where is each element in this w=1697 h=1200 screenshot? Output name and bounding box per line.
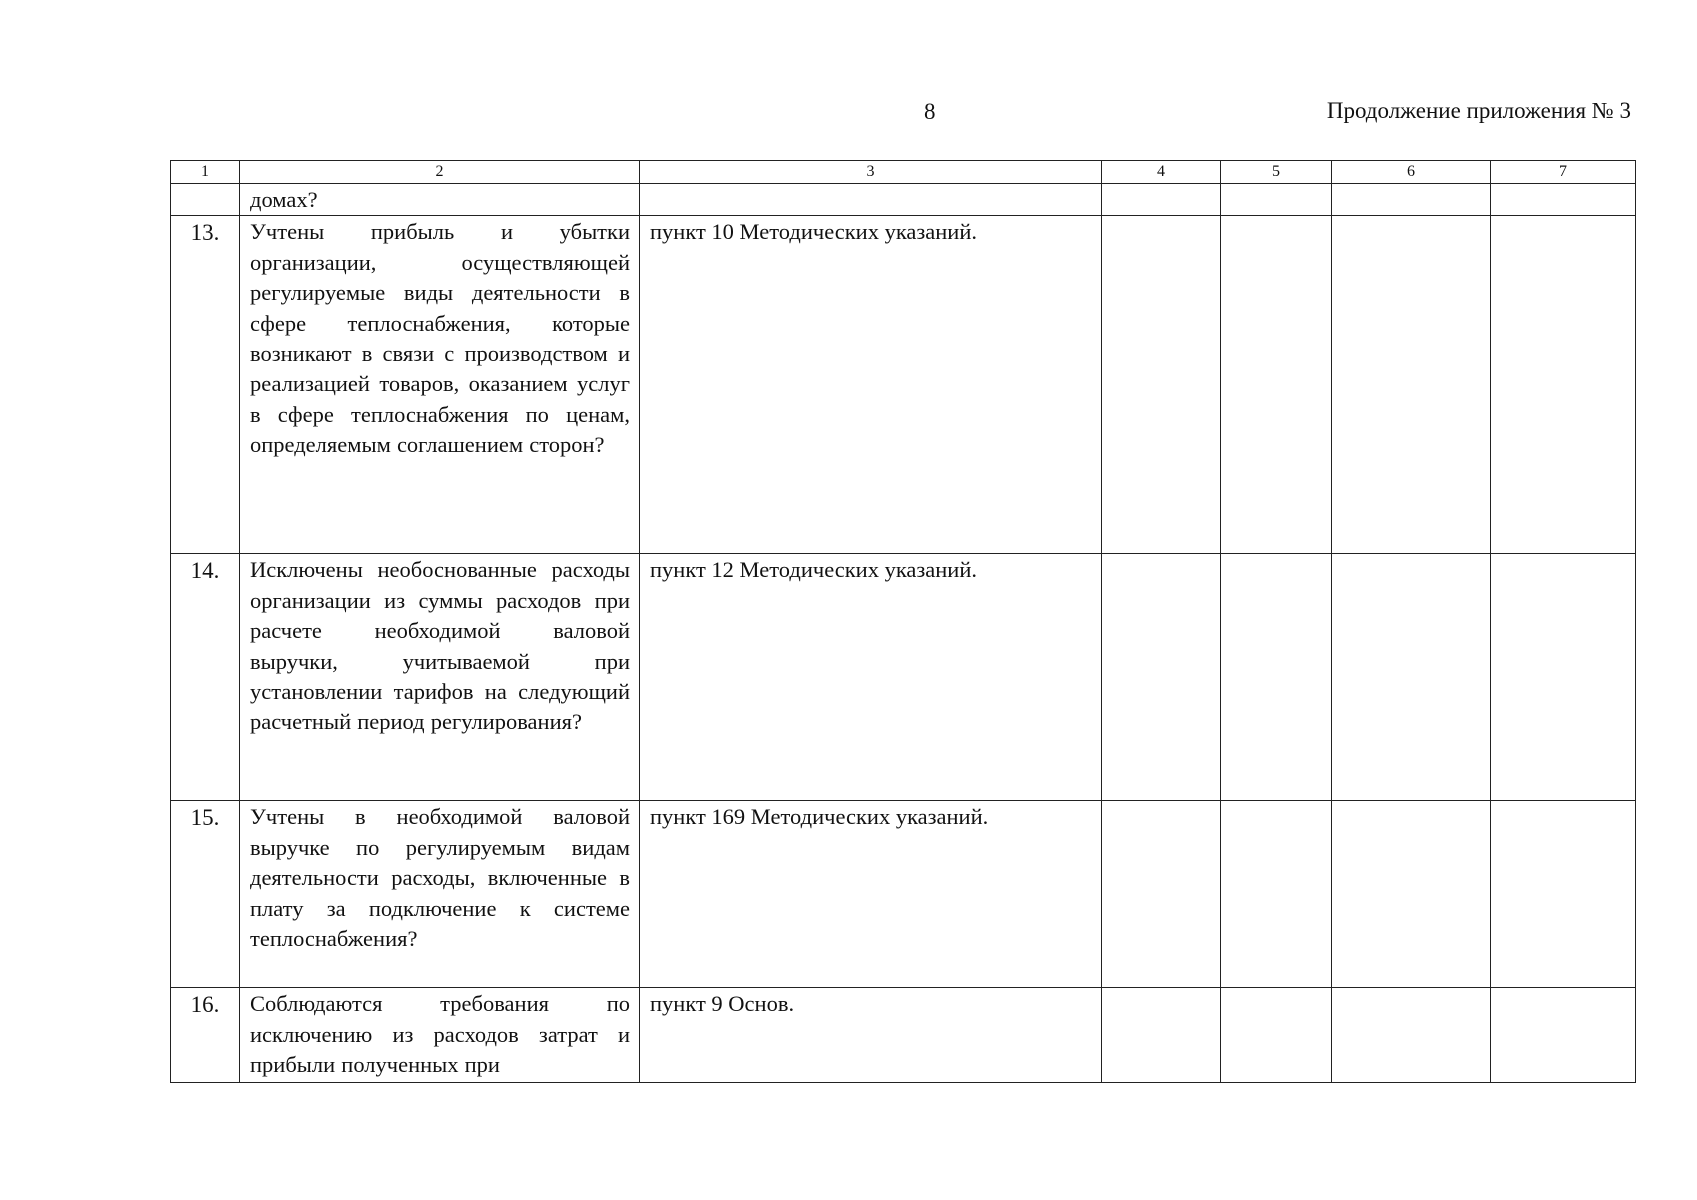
question-cell: [240, 216, 640, 554]
column-number-1: 1: [171, 161, 240, 184]
table-cell: [1332, 801, 1491, 988]
table-cell: [1491, 184, 1636, 216]
reference-cell: пункт 169 Методических указаний.: [640, 801, 1102, 988]
column-number-2: 2: [240, 161, 640, 184]
table-cell: [1491, 801, 1636, 988]
column-number-6: 6: [1332, 161, 1491, 184]
appendix-continuation-note: Продолжение приложения № 3: [1326, 98, 1631, 123]
question-cell: [240, 988, 640, 1083]
continuation-row: [171, 184, 1636, 216]
column-number-row: [171, 161, 1636, 184]
page-number: 8: [924, 99, 936, 124]
table-cell: [1221, 216, 1332, 554]
question-text: Учтены в необходимой валовой выручке по регулируемым видам деятельности расходы, включенные в плату за подключение к системе теплоснабжения?: [250, 804, 630, 952]
row-number: 13.: [171, 216, 240, 554]
question-text: Исключены необоснованные расходы организации из суммы расходов при расчете необходимой валовой выручки, учитываемой при установлении тарифов на следующий расчетный период регулирования?: [250, 557, 630, 735]
table-cell: [1102, 184, 1221, 216]
table-cell: [1102, 988, 1221, 1083]
reference-cell: пункт 9 Основ.: [640, 988, 1102, 1083]
question-cell: [240, 801, 640, 988]
table-cell: [171, 184, 240, 216]
column-number-4: 4: [1102, 161, 1221, 184]
checklist-table: [170, 160, 1636, 1083]
question-text: Соблюдаются требования по исключению из расходов затрат и прибыли полученных при: [250, 991, 630, 1078]
reference-cell: пункт 12 Методических указаний.: [640, 554, 1102, 801]
column-number-7: 7: [1491, 161, 1636, 184]
table-cell: [640, 184, 1102, 216]
table-cell: [1332, 554, 1491, 801]
table-row: [171, 988, 1636, 1083]
table-cell: [1102, 801, 1221, 988]
row-number: 14.: [171, 554, 240, 801]
table-cell: [1491, 988, 1636, 1083]
question-cell: [240, 554, 640, 801]
table-cell: [1102, 554, 1221, 801]
table-cell: [1491, 554, 1636, 801]
table-row: [171, 554, 1636, 801]
reference-cell: пункт 10 Методических указаний.: [640, 216, 1102, 554]
table-cell: [1332, 184, 1491, 216]
question-text: Учтены прибыль и убытки организации, осуществляющей регулируемые виды деятельности в сфере теплоснабжения, которые возникают в связи с производством и реализацией товаров, оказанием услуг в сфере теплоснабжения по ценам, определяемым соглашением сторон?: [250, 219, 630, 458]
table-cell: [1221, 554, 1332, 801]
question-cell: [240, 184, 640, 216]
row-number: 16.: [171, 988, 240, 1083]
table-cell: [1102, 216, 1221, 554]
column-number-5: 5: [1221, 161, 1332, 184]
table-cell: [1221, 184, 1332, 216]
continuation-text: домах?: [250, 187, 318, 212]
table-row: [171, 216, 1636, 554]
table-cell: [1221, 988, 1332, 1083]
column-number-3: 3: [640, 161, 1102, 184]
table-cell: [1332, 988, 1491, 1083]
table-row: [171, 801, 1636, 988]
row-number: 15.: [171, 801, 240, 988]
table-cell: [1332, 216, 1491, 554]
table-cell: [1221, 801, 1332, 988]
table-cell: [1491, 216, 1636, 554]
